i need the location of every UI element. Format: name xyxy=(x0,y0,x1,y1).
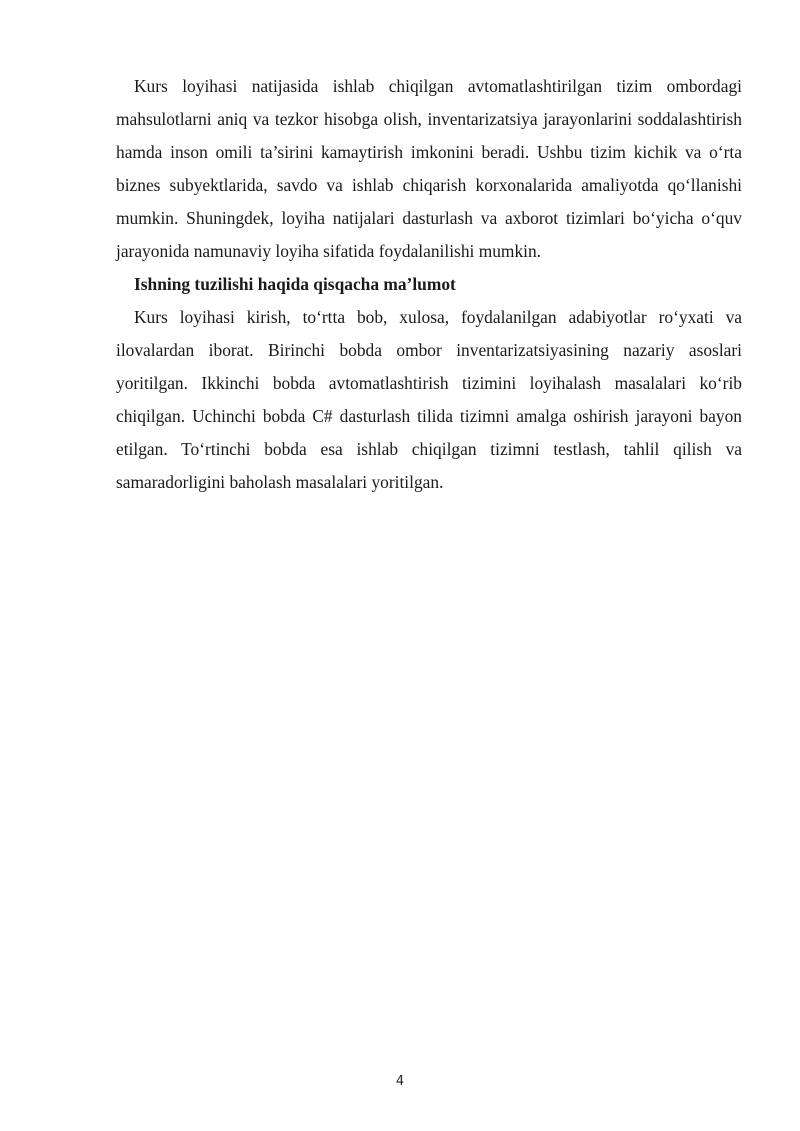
document-page xyxy=(116,70,742,499)
results-paragraph: Kurs loyihasi natijasida ishlab chiqilgan avtomatlashtirilgan tizim ombordagi mahsulotlarni aniq va tezkor hisobga olish, inventarizatsiya jarayonlarini soddalashtirish hamda inson omili ta’sirini kamaytirish imkonini beradi. Ushbu tizim kichik va o‘rta biznes subyektlarida, savdo va ishlab chiqarish korxonalarida amaliyotda qo‘llanishi mumkin. Shuningdek, loyiha natijalari dasturlash va axborot tizimlari bo‘yicha o‘quv jarayonida namunaviy loyiha sifatida foydalanilishi mumkin. xyxy=(116,76,742,261)
section-heading: Ishning tuzilishi haqida qisqacha ma’lumot xyxy=(134,274,456,294)
structure-paragraph: Kurs loyihasi kirish, to‘rtta bob, xulosa, foydalanilgan adabiyotlar ro‘yxati va ilovalardan iborat. Birinchi bobda ombor inventarizatsiyasining nazariy asoslari yoritilgan. Ikkinchi bobda avtomatlashtirish tizimini loyihalash masalalari ko‘rib chiqilgan. Uchinchi bobda C# dasturlash tilida tizimni amalga oshirish jarayoni bayon etilgan. To‘rtinchi bobda esa ishlab chiqilgan tizimni testlash, tahlil qilish va samaradorligini baholash masalalari yoritilgan. xyxy=(116,307,742,492)
page-number: 4 xyxy=(395,1074,405,1089)
